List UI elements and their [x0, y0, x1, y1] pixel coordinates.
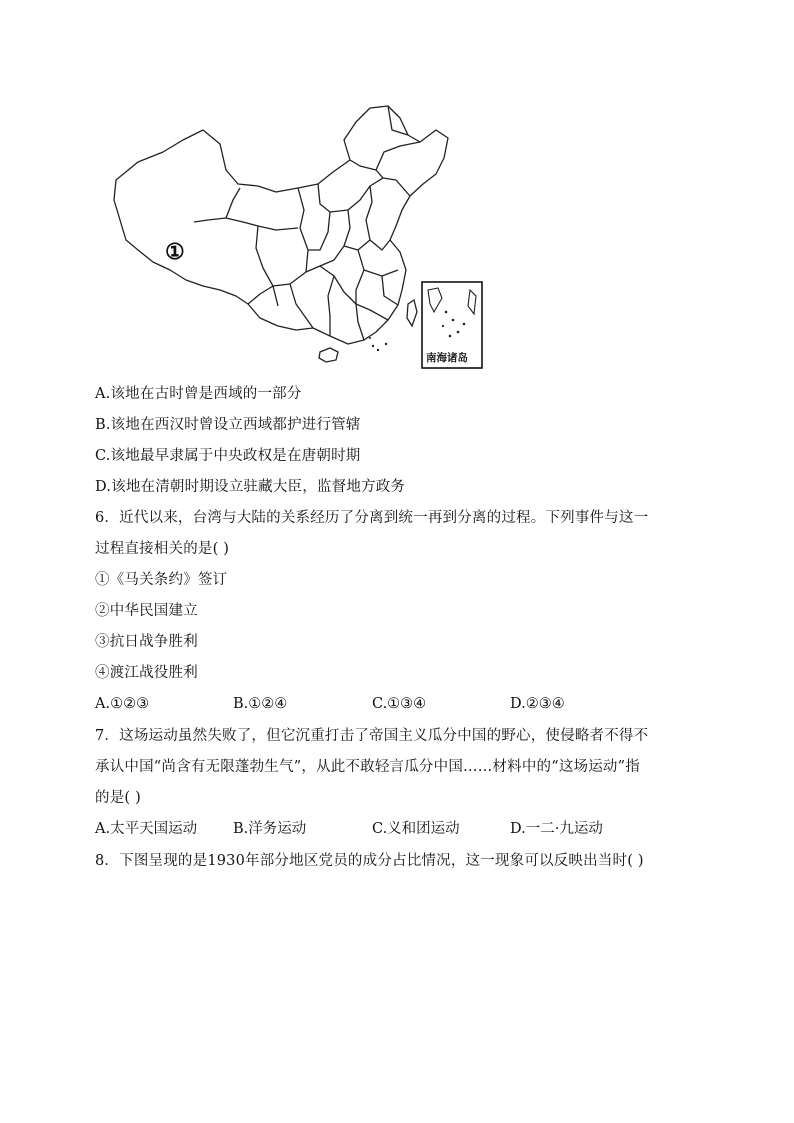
q8-stem-line1: 8．下图呈现的是1930年部分地区党员的成分占比情况，这一现象可以反映出当时( )	[95, 853, 644, 869]
q6-stem-line1: 6．近代以来，台湾与大陆的关系经历了分离到统一再到分离的过程。下列事件与这一	[95, 510, 649, 526]
q6-item-3: ③抗日战争胜利	[95, 634, 198, 650]
q6-stem-line2: 过程直接相关的是( )	[95, 541, 230, 557]
q7-option-a: A.太平天国运动	[95, 821, 198, 837]
map-marker: ①	[165, 239, 185, 265]
q6-option-d: D.②③④	[510, 696, 565, 712]
china-map	[108, 100, 493, 372]
q5-option-a: A.该地在古时曾是西域的一部分	[95, 386, 302, 402]
q7-stem-line2: 承认中国“尚含有无限蓬勃生气”，从此不敢轻言瓜分中国……材料中的“这场运动”指	[95, 759, 640, 775]
china-map-outline	[108, 100, 493, 372]
q7-option-c: C.义和团运动	[372, 821, 460, 837]
q6-option-b: B.①②④	[233, 696, 288, 712]
q7-stem-line3: 的是( )	[95, 790, 141, 806]
q6-item-2: ②中华民国建立	[95, 603, 198, 619]
q5-option-d: D.该地在清朝时期设立驻藏大臣，监督地方政务	[95, 479, 406, 495]
q6-option-a: A.①②③	[95, 696, 150, 712]
q6-option-c: C.①③④	[372, 696, 427, 712]
q5-option-b: B.该地在西汉时曾设立西域都护进行管辖	[95, 417, 361, 433]
q7-stem-line1: 7．这场运动虽然失败了，但它沉重打击了帝国主义瓜分中国的野心，使侵略者不得不	[95, 728, 649, 744]
q6-item-1: ①《马关条约》签订	[95, 572, 228, 588]
inset-label: 南海诸岛	[426, 352, 468, 364]
q7-option-d: D.一二·九运动	[510, 821, 603, 837]
q7-option-b: B.洋务运动	[233, 821, 307, 837]
q6-item-4: ④渡江战役胜利	[95, 665, 198, 681]
q5-option-c: C.该地最早隶属于中央政权是在唐朝时期	[95, 448, 361, 464]
